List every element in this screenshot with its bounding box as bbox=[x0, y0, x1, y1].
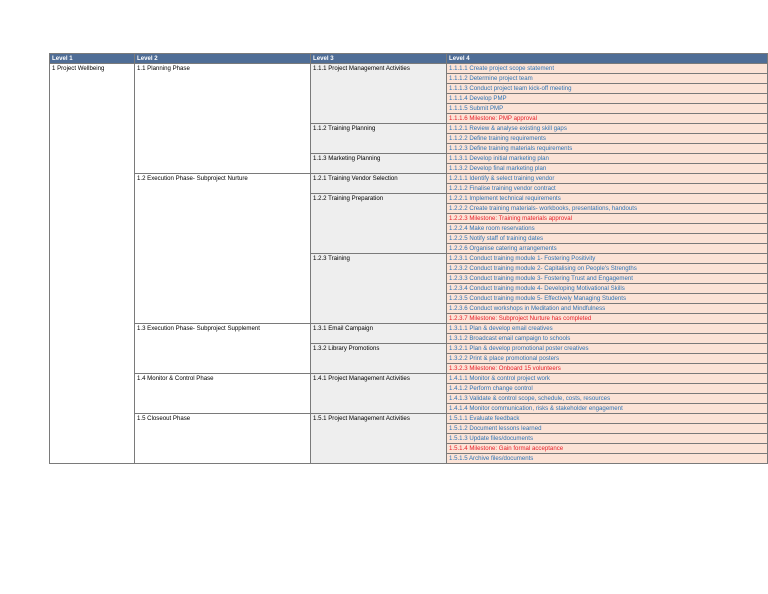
task-cell: 1.5.1.5 Archive files/documents bbox=[447, 454, 768, 464]
task-cell: 1.2.1.2 Finalise training vendor contract bbox=[447, 184, 768, 194]
level-3-cell: 1.1.2 Training Planning bbox=[311, 124, 447, 154]
level-3-cell: 1.1.1 Project Management Activities bbox=[311, 64, 447, 124]
task-cell: 1.1.1.1 Create project scope statement bbox=[447, 64, 768, 74]
task-cell: 1.2.3.6 Conduct workshops in Meditation and Mindfulness bbox=[447, 304, 768, 314]
task-cell: 1.1.1.3 Conduct project team kick-off meeting bbox=[447, 84, 768, 94]
task-cell: 1.1.3.1 Develop initial marketing plan bbox=[447, 154, 768, 164]
task-cell: 1.2.1.1 Identify & select training vendor bbox=[447, 174, 768, 184]
task-cell: 1.2.2.4 Make room reservations bbox=[447, 224, 768, 234]
table-row bbox=[50, 324, 768, 334]
task-cell: 1.4.1.2 Perform change control bbox=[447, 384, 768, 394]
task-cell: 1.1.1.4 Develop PMP bbox=[447, 94, 768, 104]
task-cell: 1.4.1.3 Validate & control scope, schedule, costs, resources bbox=[447, 394, 768, 404]
level-3-cell: 1.3.1 Email Campaign bbox=[311, 324, 447, 344]
task-cell: 1.5.1.3 Update files/documents bbox=[447, 434, 768, 444]
milestone-task-cell: 1.1.1.6 Milestone: PMP approval bbox=[447, 114, 768, 124]
level-3-cell: 1.2.1 Training Vendor Selection bbox=[311, 174, 447, 194]
task-cell: 1.3.2.2 Print & place promotional posters bbox=[447, 354, 768, 364]
level-2-cell: 1.4 Monitor & Control Phase bbox=[135, 374, 311, 414]
level-3-cell: 1.2.3 Training bbox=[311, 254, 447, 324]
task-cell: 1.5.1.2 Document lessons learned bbox=[447, 424, 768, 434]
task-cell: 1.1.2.1 Review & analyse existing skill gaps bbox=[447, 124, 768, 134]
task-cell: 1.2.2.2 Create training materials- workbooks, presentations, handouts bbox=[447, 204, 768, 214]
header-level-4: Level 4 bbox=[447, 54, 768, 64]
task-cell: 1.3.1.1 Plan & develop email creatives bbox=[447, 324, 768, 334]
level-2-cell: 1.3 Execution Phase- Subproject Supplement bbox=[135, 324, 311, 374]
wbs-table bbox=[49, 53, 768, 464]
level-3-cell: 1.4.1 Project Management Activities bbox=[311, 374, 447, 414]
task-cell: 1.2.2.6 Organise catering arrangements bbox=[447, 244, 768, 254]
milestone-task-cell: 1.2.2.3 Milestone: Training materials approval bbox=[447, 214, 768, 224]
task-cell: 1.1.1.5 Submit PMP bbox=[447, 104, 768, 114]
table-row bbox=[50, 414, 768, 424]
level-1-cell: 1 Project Wellbeing bbox=[50, 64, 135, 464]
header-level-2: Level 2 bbox=[135, 54, 311, 64]
task-cell: 1.2.3.3 Conduct training module 3- Fostering Trust and Engagement bbox=[447, 274, 768, 284]
wbs-body bbox=[50, 64, 768, 464]
task-cell: 1.3.2.1 Plan & develop promotional poster creatives bbox=[447, 344, 768, 354]
task-cell: 1.2.3.1 Conduct training module 1- Fostering Positivity bbox=[447, 254, 768, 264]
level-3-cell: 1.1.3 Marketing Planning bbox=[311, 154, 447, 174]
header-level-1: Level 1 bbox=[50, 54, 135, 64]
level-3-cell: 1.5.1 Project Management Activities bbox=[311, 414, 447, 464]
level-3-cell: 1.2.2 Training Preparation bbox=[311, 194, 447, 254]
table-row bbox=[50, 174, 768, 184]
table-row bbox=[50, 374, 768, 384]
task-cell: 1.1.2.3 Define training materials requirements bbox=[447, 144, 768, 154]
task-cell: 1.3.1.2 Broadcast email campaign to schools bbox=[447, 334, 768, 344]
task-cell: 1.2.3.4 Conduct training module 4- Developing Motivational Skills bbox=[447, 284, 768, 294]
level-2-cell: 1.1 Planning Phase bbox=[135, 64, 311, 174]
task-cell: 1.2.2.1 Implement technical requirements bbox=[447, 194, 768, 204]
level-3-cell: 1.3.2 Library Promotions bbox=[311, 344, 447, 374]
task-cell: 1.1.2.2 Define training requirements bbox=[447, 134, 768, 144]
header-row bbox=[50, 54, 768, 64]
task-cell: 1.2.3.2 Conduct training module 2- Capitalising on People's Strengths bbox=[447, 264, 768, 274]
level-2-cell: 1.5 Closeout Phase bbox=[135, 414, 311, 464]
milestone-task-cell: 1.3.2.3 Milestone: Onboard 15 volunteers bbox=[447, 364, 768, 374]
task-cell: 1.5.1.1 Evaluate feedback bbox=[447, 414, 768, 424]
level-2-cell: 1.2 Execution Phase- Subproject Nurture bbox=[135, 174, 311, 324]
milestone-task-cell: 1.2.3.7 Milestone: Subproject Nurture has completed bbox=[447, 314, 768, 324]
task-cell: 1.1.3.2 Develop final marketing plan bbox=[447, 164, 768, 174]
task-cell: 1.4.1.4 Monitor communication, risks & stakeholder engagement bbox=[447, 404, 768, 414]
task-cell: 1.2.3.5 Conduct training module 5- Effectively Managing Students bbox=[447, 294, 768, 304]
task-cell: 1.4.1.1 Monitor & control project work bbox=[447, 374, 768, 384]
task-cell: 1.2.2.5 Notify staff of training dates bbox=[447, 234, 768, 244]
milestone-task-cell: 1.5.1.4 Milestone: Gain formal acceptance bbox=[447, 444, 768, 454]
table-row bbox=[50, 64, 768, 74]
header-level-3: Level 3 bbox=[311, 54, 447, 64]
task-cell: 1.1.1.2 Determine project team bbox=[447, 74, 768, 84]
